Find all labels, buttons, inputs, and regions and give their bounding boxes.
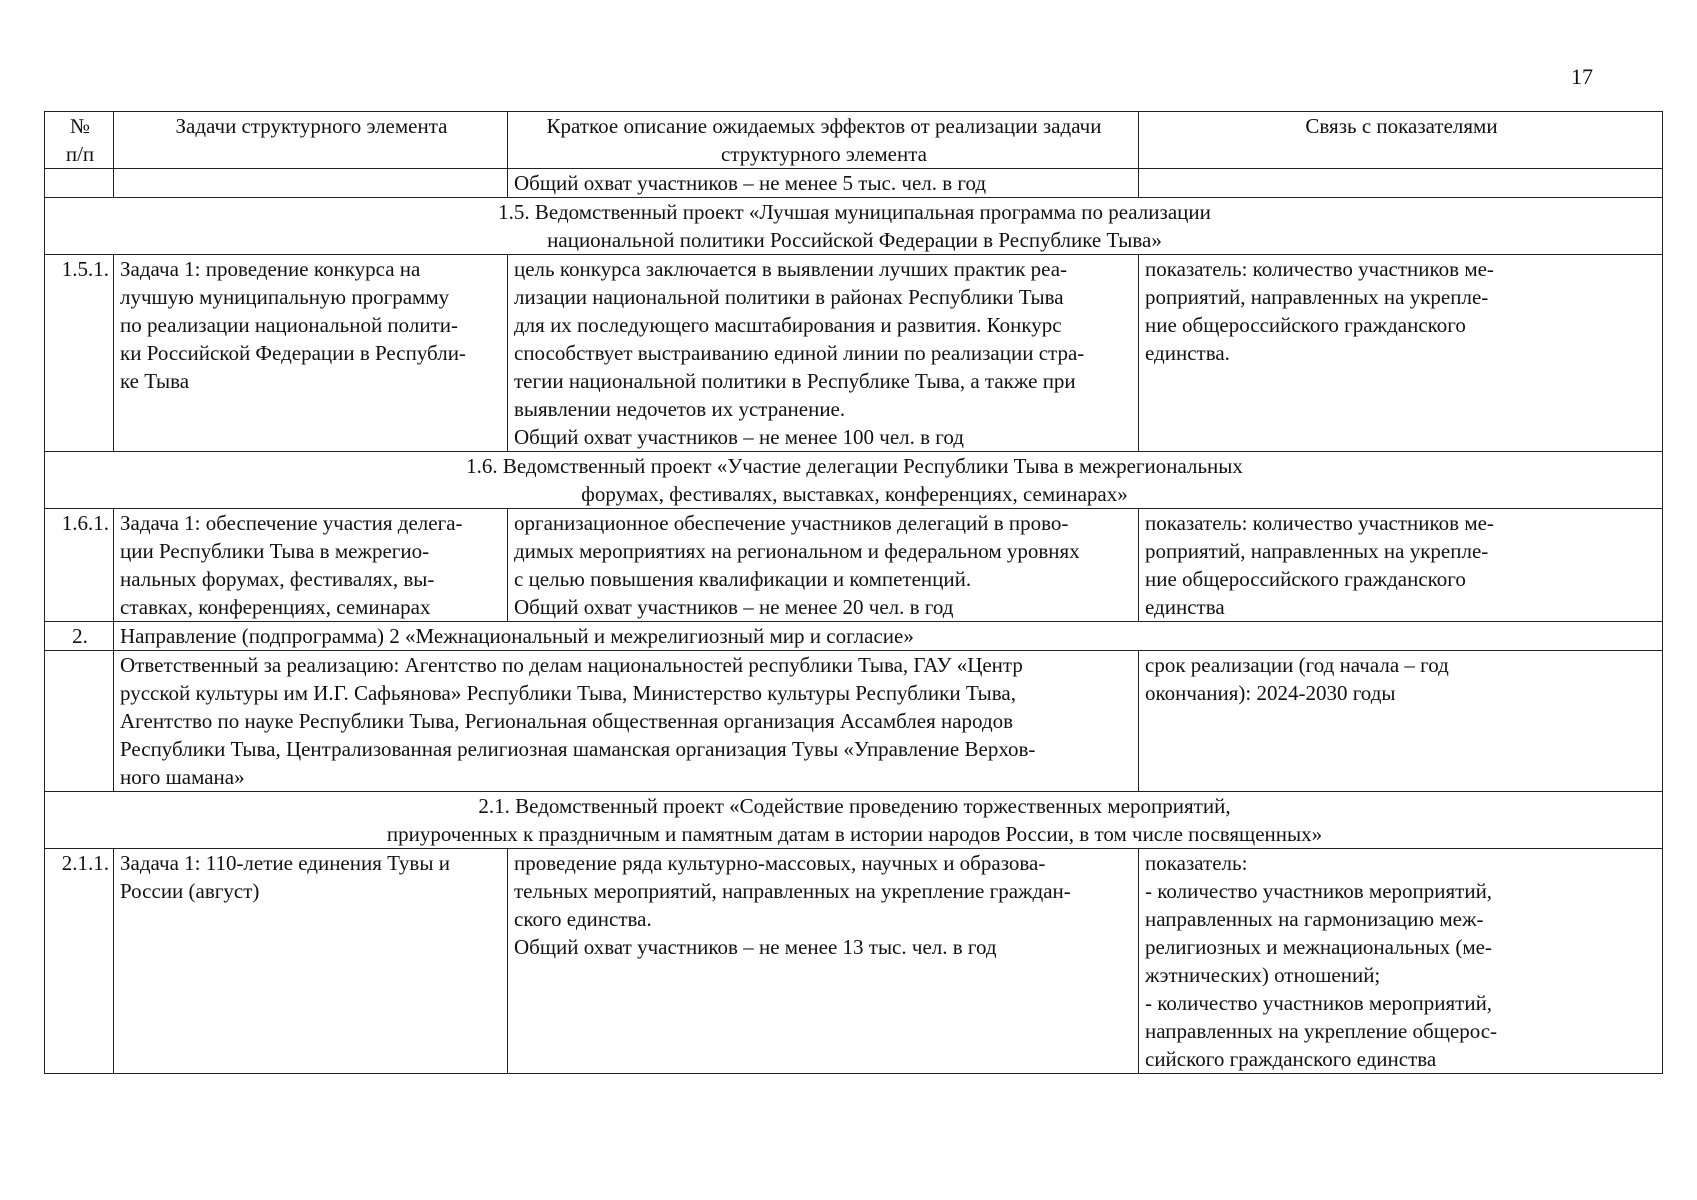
- task-line: Задача 1: 110-летие единения Тувы и: [120, 851, 450, 875]
- effects-line: лизации национальной политики в районах Республики Тыва: [514, 285, 1064, 309]
- section-title: [45, 198, 1663, 255]
- responsible-line: Агентство по науке Республики Тыва, Региональная общественная организация Ассамблея народов: [120, 709, 1014, 733]
- indicators-line: жэтнических) отношений;: [1145, 963, 1381, 987]
- table-header-row: [45, 112, 1663, 169]
- effects-line: цель конкурса заключается в выявлении лучших практик реа-: [514, 257, 1068, 281]
- page-number: 17: [1571, 64, 1593, 89]
- term-line: окончания): 2024-2030 годы: [1145, 681, 1396, 705]
- header-indicators: Связь с показателями: [1139, 112, 1663, 169]
- task-line: Задача 1: проведение конкурса на: [120, 257, 421, 281]
- indicators-line: сийского гражданского единства: [1145, 1047, 1437, 1071]
- indicators-line: - количество участников мероприятий,: [1145, 991, 1493, 1015]
- indicators-line: религиозных и межнациональных (ме-: [1145, 935, 1492, 959]
- cell-task: [114, 255, 508, 452]
- cell-empty: [1139, 169, 1663, 198]
- effects-line: с целью повышения квалификации и компетенций.: [514, 567, 972, 591]
- header-num: [45, 112, 114, 169]
- header-num-line: №: [69, 114, 91, 138]
- effects-line: проведение ряда культурно-массовых, научных и образова-: [514, 851, 1046, 875]
- section-title: [45, 792, 1663, 849]
- cell-effects: [508, 849, 1139, 1074]
- task-line: Задача 1: обеспечение участия делега-: [120, 511, 463, 535]
- indicators-line: ние общероссийского гражданского: [1145, 313, 1466, 337]
- task-line: ставках, конференциях, семинарах: [120, 595, 431, 619]
- task-line: ции Республики Тыва в межрегио-: [120, 539, 430, 563]
- indicators-line: единства.: [1145, 341, 1230, 365]
- effects-line: тельных мероприятий, направленных на укрепление граждан-: [514, 879, 1071, 903]
- header-effects-line: структурного элемента: [721, 142, 927, 166]
- task-line: нальных форумах, фестивалях, вы-: [120, 567, 435, 591]
- section-title: [45, 452, 1663, 509]
- indicators-line: - количество участников мероприятий,: [1145, 879, 1493, 903]
- section-title-line: приуроченных к праздничным и памятным датам в истории народов России, в том числе посвященных»: [386, 822, 1323, 846]
- task-line: ке Тыва: [120, 369, 190, 393]
- indicators-line: роприятий, направленных на укрепле-: [1145, 539, 1489, 563]
- table-row: [45, 169, 1663, 198]
- cell-indicators: [1139, 255, 1663, 452]
- indicators-line: роприятий, направленных на укрепле-: [1145, 285, 1489, 309]
- cell-task: [114, 509, 508, 622]
- effects-line: димых мероприятиях на региональном и федеральном уровнях: [514, 539, 1080, 563]
- cell-responsible: [114, 651, 1139, 792]
- subprogram-title: Направление (подпрограмма) 2 «Межнациональный и межрелигиозный мир и согласие»: [114, 622, 1663, 651]
- effects-line: организационное обеспечение участников делегаций в прово-: [514, 511, 1069, 535]
- subprogram-row: [45, 622, 1663, 651]
- indicators-line: направленных на укрепление общерос-: [1145, 1019, 1498, 1043]
- cell-num: 2.: [45, 622, 114, 651]
- table-row: [45, 651, 1663, 792]
- cell-effects: Общий охват участников – не менее 5 тыс. чел. в год: [508, 169, 1139, 198]
- cell-effects: [508, 509, 1139, 622]
- section-title-line: 1.5. Ведомственный проект «Лучшая муниципальная программа по реализации: [498, 200, 1211, 224]
- indicators-line: показатель: количество участников ме-: [1145, 257, 1494, 281]
- effects-line: Общий охват участников – не менее 20 чел. в год: [514, 595, 954, 619]
- indicators-line: ние общероссийского гражданского: [1145, 567, 1466, 591]
- effects-line: Общий охват участников – не менее 13 тыс. чел. в год: [514, 935, 997, 959]
- term-line: срок реализации (год начала – год: [1145, 653, 1449, 677]
- task-line: России (август): [120, 879, 260, 903]
- indicators-line: показатель:: [1145, 851, 1248, 875]
- cell-term: [1139, 651, 1663, 792]
- cell-num: 1.6.1.: [45, 509, 114, 622]
- section-title-line: 1.6. Ведомственный проект «Участие делегации Республики Тыва в межрегиональных: [466, 454, 1243, 478]
- indicators-line: показатель: количество участников ме-: [1145, 511, 1494, 535]
- section-row: [45, 198, 1663, 255]
- effects-line: способствует выстраиванию единой линии по реализации стра-: [514, 341, 1085, 365]
- cell-num: 1.5.1.: [45, 255, 114, 452]
- section-title-line: форумах, фестивалях, выставках, конференциях, семинарах»: [581, 482, 1128, 506]
- header-tasks: Задачи структурного элемента: [114, 112, 508, 169]
- responsible-line: Республики Тыва, Централизованная религиозная шаманская организация Тувы «Управление Верхов-: [120, 737, 1036, 761]
- header-effects-line: Краткое описание ожидаемых эффектов от реализации задачи: [546, 114, 1102, 138]
- effects-line: для их последующего масштабирования и развития. Конкурс: [514, 313, 1062, 337]
- responsible-line: ного шамана»: [120, 765, 245, 789]
- cell-num: 2.1.1.: [45, 849, 114, 1074]
- header-num-line: п/п: [65, 142, 95, 166]
- section-row: [45, 792, 1663, 849]
- indicators-line: единства: [1145, 595, 1225, 619]
- section-title-line: 2.1. Ведомственный проект «Содействие проведению торжественных мероприятий,: [478, 794, 1231, 818]
- cell-empty: [45, 169, 114, 198]
- cell-indicators: [1139, 849, 1663, 1074]
- table-row: [45, 509, 1663, 622]
- table-row: [45, 849, 1663, 1074]
- header-effects: [508, 112, 1139, 169]
- program-table: [44, 111, 1663, 1074]
- section-title-line: национальной политики Российской Федерации в Республике Тыва»: [547, 228, 1162, 252]
- section-row: [45, 452, 1663, 509]
- task-line: по реализации национальной полити-: [120, 313, 459, 337]
- task-line: ки Российской Федерации в Республи-: [120, 341, 466, 365]
- cell-indicators: [1139, 509, 1663, 622]
- effects-line: тегии национальной политики в Республике Тыва, а также при: [514, 369, 1076, 393]
- indicators-line: направленных на гармонизацию меж-: [1145, 907, 1484, 931]
- responsible-line: Ответственный за реализацию: Агентство по делам национальностей республики Тыва, ГАУ «Центр: [120, 653, 1023, 677]
- cell-empty: [45, 651, 114, 792]
- responsible-line: русской культуры им И.Г. Сафьянова» Республики Тыва, Министерство культуры Республики Тыва,: [120, 681, 1016, 705]
- effects-line: Общий охват участников – не менее 100 чел. в год: [514, 425, 964, 449]
- cell-empty: [114, 169, 508, 198]
- effects-line: ского единства.: [514, 907, 652, 931]
- cell-task: [114, 849, 508, 1074]
- table-row: [45, 255, 1663, 452]
- effects-line: выявлении недочетов их устранение.: [514, 397, 846, 421]
- task-line: лучшую муниципальную программу: [120, 285, 450, 309]
- cell-effects: [508, 255, 1139, 452]
